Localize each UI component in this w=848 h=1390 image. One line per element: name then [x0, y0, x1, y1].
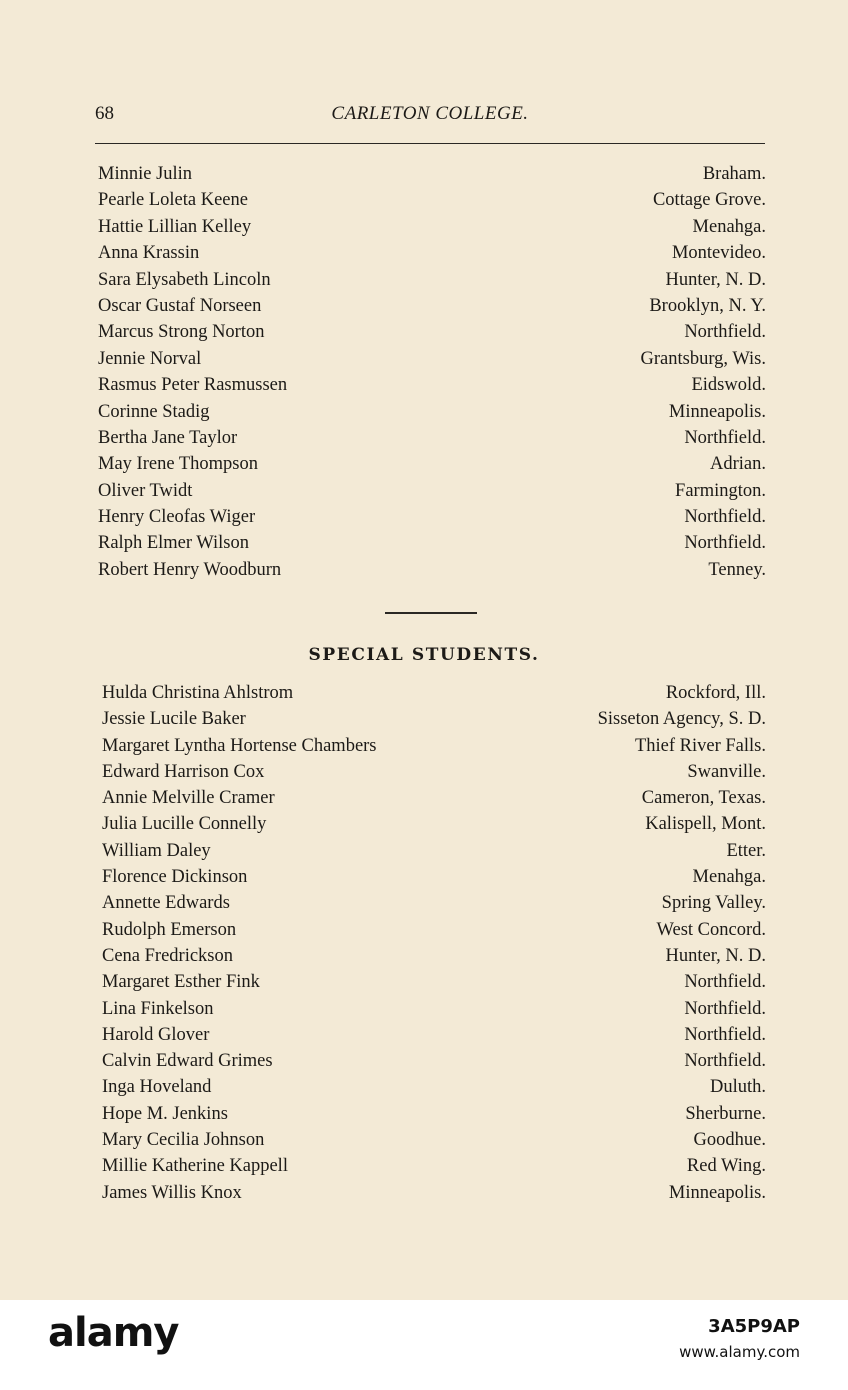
- list-row: [98, 425, 766, 451]
- list-row: [102, 1127, 766, 1153]
- student-name: Millie Katherine Kappell: [102, 1156, 288, 1177]
- student-name: Annie Melville Cramer: [102, 788, 275, 809]
- header-rule: [95, 143, 765, 144]
- list-row: [102, 759, 766, 785]
- student-name: Robert Henry Woodburn: [98, 559, 282, 580]
- student-hometown: Northfield.: [684, 1024, 766, 1045]
- student-hometown: Cottage Grove.: [652, 190, 766, 211]
- student-hometown: Northfield.: [684, 972, 766, 993]
- list-row: [98, 557, 766, 583]
- list-row: [98, 293, 766, 319]
- student-hometown: Etter.: [726, 840, 766, 861]
- student-hometown: Sherburne.: [685, 1103, 766, 1124]
- list-row: [102, 1101, 766, 1127]
- student-name: Rasmus Peter Rasmussen: [98, 375, 288, 396]
- student-hometown: Swanville.: [687, 761, 766, 782]
- list-row: [102, 890, 766, 916]
- list-row: [102, 1048, 766, 1074]
- student-hometown: Eidswold.: [691, 375, 766, 396]
- student-hometown: Goodhue.: [693, 1130, 766, 1151]
- student-name: Oscar Gustaf Norseen: [98, 295, 262, 316]
- list-row: [102, 996, 766, 1022]
- student-name: Margaret Lyntha Hortense Chambers: [102, 735, 377, 756]
- student-name: Anna Krassin: [98, 243, 200, 264]
- list-row: [102, 838, 766, 864]
- list-row: [98, 161, 766, 187]
- student-hometown: Minneapolis.: [668, 1182, 766, 1203]
- student-name: Marcus Strong Norton: [98, 322, 265, 343]
- student-hometown: Tenney.: [708, 559, 766, 580]
- student-name: Pearle Loleta Keene: [98, 190, 248, 211]
- list-row: [102, 969, 766, 995]
- student-hometown: Northfield.: [684, 322, 766, 343]
- student-name: Florence Dickinson: [102, 867, 248, 888]
- page-header: [95, 103, 765, 133]
- student-name: Julia Lucille Connelly: [102, 814, 267, 835]
- section-title: SPECIAL STUDENTS.: [308, 645, 540, 665]
- student-hometown: Northfield.: [684, 507, 766, 528]
- student-name: Minnie Julin: [98, 164, 193, 184]
- list-row: [102, 1022, 766, 1048]
- list-row: [102, 811, 766, 837]
- list-row: [102, 733, 766, 759]
- list-row: [102, 1180, 766, 1206]
- list-row: [98, 372, 766, 398]
- student-list: [98, 161, 766, 583]
- student-hometown: Northfield.: [684, 533, 766, 554]
- special-students-list: [102, 680, 766, 1206]
- list-row: [102, 943, 766, 969]
- list-row: [98, 267, 766, 293]
- list-row: [102, 864, 766, 890]
- student-name: Cena Fredrickson: [102, 945, 234, 966]
- student-hometown: Duluth.: [709, 1077, 766, 1098]
- list-row: [98, 504, 766, 530]
- student-name: Hulda Christina Ahlstrom: [102, 683, 294, 703]
- student-name: Annette Edwards: [102, 893, 230, 914]
- student-hometown: Grantsburg, Wis.: [640, 348, 766, 369]
- student-hometown: Northfield.: [684, 1051, 766, 1072]
- list-row: [98, 530, 766, 556]
- list-row: [98, 240, 766, 266]
- student-name: Hattie Lillian Kelley: [98, 216, 252, 237]
- list-row: [98, 399, 766, 425]
- student-hometown: Red Wing.: [686, 1156, 766, 1177]
- list-row: [102, 1153, 766, 1179]
- student-name: Lina Finkelson: [102, 998, 214, 1019]
- student-name: Jessie Lucile Baker: [102, 709, 246, 730]
- student-name: Calvin Edward Grimes: [102, 1051, 273, 1072]
- student-name: Corinne Stadig: [98, 401, 210, 422]
- student-hometown: Menahga.: [692, 216, 766, 237]
- list-row: [98, 478, 766, 504]
- section-divider: [385, 612, 477, 614]
- running-head: CARLETON COLLEGE.: [331, 103, 529, 124]
- student-name: Oliver Twidt: [98, 480, 193, 501]
- list-row: [102, 1074, 766, 1100]
- footer-meta: [679, 1316, 800, 1361]
- list-row: [98, 451, 766, 477]
- list-row: [102, 680, 766, 706]
- student-hometown: Northfield.: [684, 998, 766, 1019]
- student-hometown: Montevideo.: [671, 243, 766, 264]
- student-name: Mary Cecilia Johnson: [102, 1130, 265, 1151]
- list-row: [102, 706, 766, 732]
- student-hometown: Menahga.: [692, 867, 766, 888]
- student-hometown: Farmington.: [675, 480, 766, 501]
- image-id: 3A5P9AP: [708, 1316, 800, 1337]
- list-row: [102, 785, 766, 811]
- student-hometown: Braham.: [702, 164, 766, 184]
- student-name: Edward Harrison Cox: [102, 761, 265, 782]
- student-hometown: Minneapolis.: [668, 401, 766, 422]
- alamy-logo: alamy: [48, 1310, 179, 1356]
- watermark-footer: [0, 1300, 848, 1390]
- student-hometown: Rockford, Ill.: [665, 683, 766, 703]
- student-name: William Daley: [102, 840, 211, 861]
- student-hometown: Kalispell, Mont.: [645, 814, 766, 835]
- list-row: [98, 346, 766, 372]
- student-hometown: Hunter, N. D.: [665, 945, 766, 966]
- student-name: May Irene Thompson: [98, 454, 258, 475]
- student-hometown: Adrian.: [710, 454, 766, 475]
- list-row: [102, 917, 766, 943]
- student-name: Ralph Elmer Wilson: [98, 533, 250, 554]
- student-name: Jennie Norval: [98, 348, 202, 369]
- student-hometown: Thief River Falls.: [634, 735, 766, 756]
- list-row: [98, 214, 766, 240]
- student-hometown: Sisseton Agency, S. D.: [597, 709, 766, 730]
- student-name: Harold Glover: [102, 1024, 210, 1045]
- student-name: Inga Hoveland: [102, 1077, 212, 1098]
- student-name: Margaret Esther Fink: [102, 972, 260, 993]
- list-row: [98, 319, 766, 345]
- student-name: Rudolph Emerson: [102, 919, 237, 940]
- student-hometown: Northfield.: [684, 427, 766, 448]
- site-url: www.alamy.com: [679, 1343, 800, 1361]
- student-hometown: Spring Valley.: [661, 893, 766, 914]
- student-name: Hope M. Jenkins: [102, 1103, 228, 1124]
- list-row: [98, 187, 766, 213]
- student-hometown: Cameron, Texas.: [641, 788, 766, 809]
- student-hometown: West Concord.: [656, 919, 766, 940]
- student-name: Henry Cleofas Wiger: [98, 507, 256, 528]
- student-name: James Willis Knox: [102, 1182, 242, 1203]
- student-name: Sara Elysabeth Lincoln: [98, 269, 271, 290]
- student-hometown: Hunter, N. D.: [665, 269, 766, 290]
- page-number: 68: [95, 103, 114, 124]
- student-hometown: Brooklyn, N. Y.: [649, 295, 766, 316]
- student-name: Bertha Jane Taylor: [98, 427, 238, 448]
